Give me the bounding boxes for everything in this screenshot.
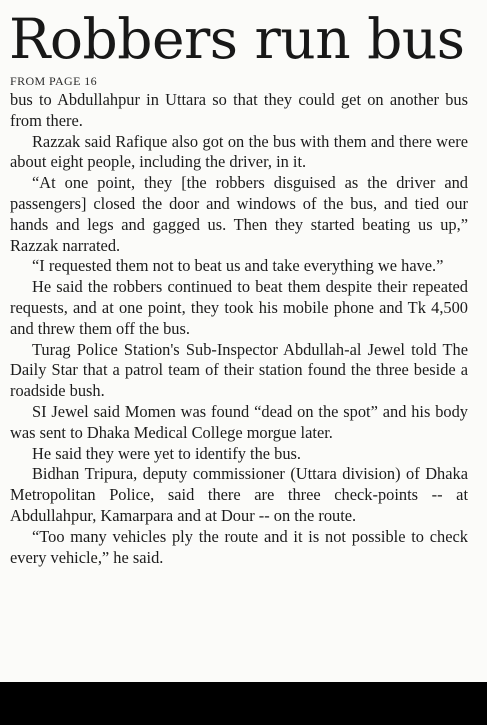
paragraph: He said they were yet to identify the bus. <box>32 443 302 463</box>
article-body <box>10 90 468 568</box>
paragraph: He said the robbers continued to beat them despite their repeated requests, and at one point, they took his mobile phone and Tk 4,500 and threw them off the bus. <box>10 277 468 338</box>
bottom-black-band <box>0 682 487 725</box>
paragraph: Bidhan Tripura, deputy commissioner (Uttara division) of Dhaka Metropolitan Police, said there are three check-points -- at Abdullahpur, Kamarpara and at Dour -- on the route. <box>10 464 468 525</box>
paragraph: bus to Abdullahpur in Uttara so that they could get on another bus from there. <box>10 90 468 130</box>
paragraph: SI Jewel said Momen was found “dead on the spot” and his body was sent to Dhaka Medical College morgue later. <box>10 401 468 442</box>
headline: Robbers run bus <box>9 7 465 71</box>
paragraph: “Too many vehicles ply the route and it is not possible to check every vehicle,” he said. <box>10 526 468 567</box>
paragraph: “At one point, they [the robbers disguised as the driver and passengers] closed the door and windows of the bus, and tied our hands and legs and gagged us. Then they started beating us up,” Razzak narrated. <box>10 173 468 255</box>
jump-line: FROM PAGE 16 <box>10 74 98 88</box>
paragraph: Razzak said Rafique also got on the bus with them and there were about eight people, including the driver, in it. <box>10 131 468 172</box>
paragraph: “I requested them not to beat us and take everything we have.” <box>32 256 444 276</box>
paragraph: Turag Police Station's Sub-Inspector Abdullah-al Jewel told The Daily Star that a patrol team of their station found the three beside a roadside bush. <box>10 339 468 401</box>
